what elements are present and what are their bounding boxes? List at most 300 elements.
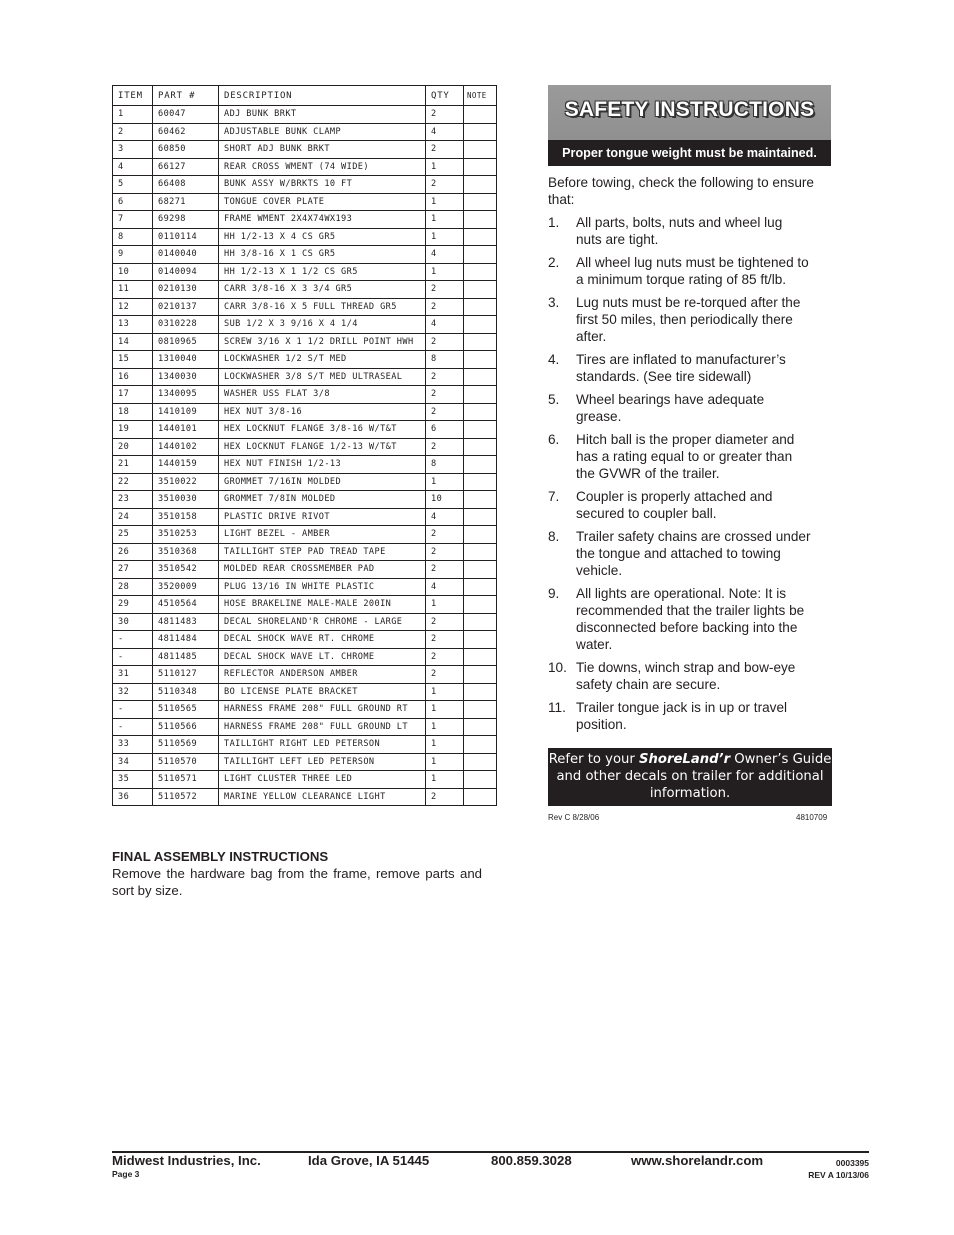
cell-description: HEX NUT 3/8-16 (219, 403, 426, 421)
safety-title: SAFETY INSTRUCTIONS (564, 98, 815, 121)
cell-qty: 4 (426, 123, 464, 141)
list-item (548, 214, 811, 248)
cell-item: 21 (113, 456, 153, 474)
table-row (113, 578, 497, 596)
cell-part: 3510022 (153, 473, 219, 491)
cell-item: 12 (113, 298, 153, 316)
cell-part: 5110571 (153, 771, 219, 789)
table-row (113, 368, 497, 386)
cell-description: HEX NUT FINISH 1/2-13 (219, 456, 426, 474)
cell-part: 3510158 (153, 508, 219, 526)
cell-qty: 6 (426, 421, 464, 439)
cell-description: HOSE BRAKELINE MALE-MALE 200IN (219, 596, 426, 614)
cell-note (464, 141, 497, 159)
cell-qty: 2 (426, 613, 464, 631)
cell-part: 60462 (153, 123, 219, 141)
cell-description: FRAME WMENT 2X4X74WX193 (219, 211, 426, 229)
cell-qty: 10 (426, 491, 464, 509)
cell-item: 22 (113, 473, 153, 491)
cell-note (464, 456, 497, 474)
cell-description: GROMMET 7/8IN MOLDED (219, 491, 426, 509)
cell-part: 66127 (153, 158, 219, 176)
cell-part: 66408 (153, 176, 219, 194)
cell-item: 23 (113, 491, 153, 509)
cell-part: 60047 (153, 106, 219, 124)
cell-qty: 2 (426, 403, 464, 421)
cell-item: 31 (113, 666, 153, 684)
cell-description: HARNESS FRAME 208" FULL GROUND LT (219, 718, 426, 736)
list-item-number: 8. (548, 529, 560, 544)
cell-qty: 4 (426, 246, 464, 264)
cell-note (464, 473, 497, 491)
cell-item: 18 (113, 403, 153, 421)
cell-qty: 2 (426, 543, 464, 561)
list-item-text: Trailer safety chains are crossed under the tongue and attached to towing vehicle. (576, 529, 811, 578)
cell-note (464, 666, 497, 684)
cell-note (464, 526, 497, 544)
footer-revision: REV A 10/13/06 (808, 1170, 869, 1180)
cell-item: - (113, 648, 153, 666)
cell-note (464, 613, 497, 631)
cell-description: BO LICENSE PLATE BRACKET (219, 683, 426, 701)
cell-item: 36 (113, 788, 153, 806)
footer-page-number: Page 3 (112, 1169, 140, 1179)
cell-item: 7 (113, 211, 153, 229)
cell-qty: 4 (426, 578, 464, 596)
cell-item: 24 (113, 508, 153, 526)
footer-website: www.shorelandr.com (631, 1153, 764, 1168)
cell-note (464, 736, 497, 754)
cell-qty: 2 (426, 666, 464, 684)
cell-description: MOLDED REAR CROSSMEMBER PAD (219, 561, 426, 579)
cell-qty: 2 (426, 648, 464, 666)
refer-text-before: Refer to your (548, 752, 640, 767)
list-item (548, 699, 811, 733)
cell-item: 14 (113, 333, 153, 351)
cell-part: 1340095 (153, 386, 219, 404)
cell-description: DECAL SHOCK WAVE RT. CHROME (219, 631, 426, 649)
cell-note (464, 683, 497, 701)
cell-part: 1340030 (153, 368, 219, 386)
cell-qty: 4 (426, 508, 464, 526)
cell-note (464, 106, 497, 124)
cell-item: 2 (113, 123, 153, 141)
table-row (113, 771, 497, 789)
list-item-text: Hitch ball is the proper diameter and has a rating equal to or greater than the GVWR of the trailer. (576, 432, 795, 481)
cell-item: 3 (113, 141, 153, 159)
cell-part: 0140094 (153, 263, 219, 281)
cell-part: 5110566 (153, 718, 219, 736)
cell-qty: 2 (426, 298, 464, 316)
safety-revision: Rev C 8/28/06 (548, 813, 600, 822)
cell-note (464, 771, 497, 789)
cell-description: HH 1/2-13 X 4 CS GR5 (219, 228, 426, 246)
cell-item: 26 (113, 543, 153, 561)
cell-note (464, 438, 497, 456)
list-item-text: Tie downs, winch strap and bow-eye safety chain are secure. (576, 660, 796, 692)
list-item (548, 294, 811, 345)
list-item-text: All wheel lug nuts must be tightened to a minimum torque rating of 85 ft/lb. (576, 255, 809, 287)
cell-description: LOCKWASHER 3/8 S/T MED ULTRASEAL (219, 368, 426, 386)
cell-description: PLUG 13/16 IN WHITE PLASTIC (219, 578, 426, 596)
cell-item: 1 (113, 106, 153, 124)
cell-qty: 1 (426, 211, 464, 229)
table-row (113, 473, 497, 491)
table-row (113, 543, 497, 561)
list-item (548, 659, 811, 693)
safety-checklist (548, 214, 831, 733)
cell-description: ADJUSTABLE BUNK CLAMP (219, 123, 426, 141)
table-row (113, 718, 497, 736)
cell-item: 20 (113, 438, 153, 456)
cell-description: HEX LOCKNUT FLANGE 1/2-13 W/T&T (219, 438, 426, 456)
cell-item: 6 (113, 193, 153, 211)
table-row (113, 491, 497, 509)
cell-item: 30 (113, 613, 153, 631)
header-note: NOTE (464, 86, 497, 106)
cell-part: 0110114 (153, 228, 219, 246)
table-row (113, 736, 497, 754)
cell-item: 35 (113, 771, 153, 789)
parts-table-header (113, 86, 497, 106)
cell-qty: 1 (426, 683, 464, 701)
cell-description: LIGHT CLUSTER THREE LED (219, 771, 426, 789)
cell-note (464, 403, 497, 421)
list-item-text: Trailer tongue jack is in up or travel position. (576, 700, 788, 732)
cell-description: PLASTIC DRIVE RIVOT (219, 508, 426, 526)
table-row (113, 246, 497, 264)
cell-qty: 2 (426, 526, 464, 544)
table-row (113, 298, 497, 316)
table-row (113, 456, 497, 474)
cell-part: 5110348 (153, 683, 219, 701)
cell-note (464, 491, 497, 509)
cell-description: TONGUE COVER PLATE (219, 193, 426, 211)
table-row (113, 386, 497, 404)
table-row (113, 666, 497, 684)
safety-subtitle: Proper tongue weight must be maintained. (548, 140, 831, 166)
cell-item: 33 (113, 736, 153, 754)
cell-part: 0310228 (153, 316, 219, 334)
cell-part: 3510368 (153, 543, 219, 561)
cell-part: 3510542 (153, 561, 219, 579)
cell-qty: 1 (426, 228, 464, 246)
safety-header (548, 85, 831, 166)
safety-intro: Before towing, check the following to ensure that: (548, 175, 814, 207)
cell-part: 1440101 (153, 421, 219, 439)
cell-item: 9 (113, 246, 153, 264)
table-row (113, 701, 497, 719)
cell-note (464, 351, 497, 369)
cell-qty: 4 (426, 316, 464, 334)
cell-note (464, 263, 497, 281)
cell-qty: 2 (426, 631, 464, 649)
table-row (113, 333, 497, 351)
cell-note (464, 246, 497, 264)
cell-description: LOCKWASHER 1/2 S/T MED (219, 351, 426, 369)
cell-qty: 1 (426, 718, 464, 736)
footer-doc-number: 0003395 (835, 1158, 869, 1168)
cell-item: 32 (113, 683, 153, 701)
header-item: ITEM (113, 86, 153, 106)
cell-note (464, 368, 497, 386)
cell-note (464, 123, 497, 141)
footer-company: Midwest Industries, Inc. (112, 1153, 261, 1168)
cell-note (464, 333, 497, 351)
cell-note (464, 158, 497, 176)
cell-note (464, 648, 497, 666)
table-row (113, 403, 497, 421)
cell-part: 1410109 (153, 403, 219, 421)
table-row (113, 123, 497, 141)
cell-qty: 2 (426, 386, 464, 404)
cell-note (464, 193, 497, 211)
table-row (113, 421, 497, 439)
cell-note (464, 718, 497, 736)
cell-description: LIGHT BEZEL - AMBER (219, 526, 426, 544)
list-item (548, 391, 811, 425)
table-row (113, 281, 497, 299)
cell-description: GROMMET 7/16IN MOLDED (219, 473, 426, 491)
cell-description: CARR 3/8-16 X 5 FULL THREAD GR5 (219, 298, 426, 316)
cell-part: 4811483 (153, 613, 219, 631)
cell-item: - (113, 701, 153, 719)
cell-qty: 8 (426, 456, 464, 474)
cell-qty: 2 (426, 438, 464, 456)
cell-qty: 8 (426, 351, 464, 369)
cell-note (464, 316, 497, 334)
list-item (548, 488, 811, 522)
cell-part: 1440159 (153, 456, 219, 474)
cell-qty: 2 (426, 788, 464, 806)
list-item-number: 5. (548, 392, 560, 407)
cell-qty: 2 (426, 333, 464, 351)
table-row (113, 141, 497, 159)
cell-item: 4 (113, 158, 153, 176)
cell-part: 3510030 (153, 491, 219, 509)
safety-part-number: 4810709 (796, 813, 828, 822)
table-row (113, 316, 497, 334)
cell-qty: 1 (426, 596, 464, 614)
cell-note (464, 631, 497, 649)
list-item-number: 6. (548, 432, 560, 447)
cell-note (464, 298, 497, 316)
list-item (548, 431, 811, 482)
refer-text-after: Owner’s Guide and other decals on trailer for additional information. (556, 752, 832, 801)
cell-qty: 2 (426, 281, 464, 299)
cell-qty: 1 (426, 158, 464, 176)
cell-item: 27 (113, 561, 153, 579)
cell-part: 3510253 (153, 526, 219, 544)
table-row (113, 561, 497, 579)
list-item-text: Lug nuts must be re-torqued after the first 50 miles, then periodically there after. (576, 295, 801, 344)
cell-item: 8 (113, 228, 153, 246)
cell-description: DECAL SHOCK WAVE LT. CHROME (219, 648, 426, 666)
cell-qty: 2 (426, 176, 464, 194)
list-item (548, 585, 811, 653)
cell-qty: 1 (426, 701, 464, 719)
cell-qty: 2 (426, 561, 464, 579)
table-row (113, 648, 497, 666)
cell-item: 11 (113, 281, 153, 299)
table-row (113, 263, 497, 281)
cell-item: 13 (113, 316, 153, 334)
table-row (113, 176, 497, 194)
cell-note (464, 543, 497, 561)
list-item-number: 11. (548, 700, 566, 715)
table-row (113, 438, 497, 456)
list-item-text: Tires are inflated to manufacturer’s standards. (See tire sidewall) (576, 352, 786, 384)
cell-part: 69298 (153, 211, 219, 229)
cell-item: 15 (113, 351, 153, 369)
cell-part: 5110569 (153, 736, 219, 754)
cell-description: HEX LOCKNUT FLANGE 3/8-16 W/T&T (219, 421, 426, 439)
cell-description: CARR 3/8-16 X 3 3/4 GR5 (219, 281, 426, 299)
list-item-number: 1. (548, 215, 560, 230)
cell-part: 4811484 (153, 631, 219, 649)
list-item-number: 2. (548, 255, 560, 270)
footer-phone: 800.859.3028 (491, 1153, 572, 1168)
cell-part: 5110565 (153, 701, 219, 719)
cell-part: 0210130 (153, 281, 219, 299)
cell-item: - (113, 718, 153, 736)
cell-part: 0810965 (153, 333, 219, 351)
cell-description: DECAL SHORELAND'R CHROME - LARGE (219, 613, 426, 631)
cell-description: SHORT ADJ BUNK BRKT (219, 141, 426, 159)
safety-body (548, 174, 831, 739)
table-row (113, 613, 497, 631)
cell-qty: 1 (426, 753, 464, 771)
cell-note (464, 281, 497, 299)
cell-description: HH 1/2-13 X 1 1/2 CS GR5 (219, 263, 426, 281)
table-row (113, 508, 497, 526)
cell-description: MARINE YELLOW CLEARANCE LIGHT (219, 788, 426, 806)
cell-note (464, 228, 497, 246)
table-row (113, 106, 497, 124)
parts-table (112, 85, 497, 806)
cell-description: BUNK ASSY W/BRKTS 10 FT (219, 176, 426, 194)
cell-qty: 1 (426, 473, 464, 491)
list-item-number: 9. (548, 586, 560, 601)
cell-qty: 2 (426, 368, 464, 386)
cell-description: REFLECTOR ANDERSON AMBER (219, 666, 426, 684)
cell-description: WASHER USS FLAT 3/8 (219, 386, 426, 404)
cell-part: 0210137 (153, 298, 219, 316)
cell-part: 60850 (153, 141, 219, 159)
header-part: PART # (153, 86, 219, 106)
list-item-number: 3. (548, 295, 560, 310)
header-qty: QTY (426, 86, 464, 106)
cell-item: 10 (113, 263, 153, 281)
final-assembly-heading: FINAL ASSEMBLY INSTRUCTIONS (112, 849, 329, 864)
cell-item: 34 (113, 753, 153, 771)
list-item-number: 7. (548, 489, 560, 504)
table-row (113, 788, 497, 806)
cell-part: 5110127 (153, 666, 219, 684)
cell-item: 17 (113, 386, 153, 404)
cell-note (464, 788, 497, 806)
cell-item: 16 (113, 368, 153, 386)
cell-note (464, 561, 497, 579)
cell-item: 25 (113, 526, 153, 544)
cell-part: 0140040 (153, 246, 219, 264)
cell-part: 1310040 (153, 351, 219, 369)
cell-item: 19 (113, 421, 153, 439)
cell-description: REAR CROSS WMENT (74 WIDE) (219, 158, 426, 176)
cell-qty: 2 (426, 141, 464, 159)
table-row (113, 193, 497, 211)
cell-qty: 1 (426, 263, 464, 281)
cell-note (464, 578, 497, 596)
list-item-number: 4. (548, 352, 560, 367)
cell-note (464, 211, 497, 229)
table-row (113, 753, 497, 771)
table-row (113, 158, 497, 176)
cell-part: 1440102 (153, 438, 219, 456)
table-row (113, 596, 497, 614)
cell-qty: 1 (426, 736, 464, 754)
cell-description: SCREW 3/16 X 1 1/2 DRILL POINT HWH (219, 333, 426, 351)
cell-description: HARNESS FRAME 208" FULL GROUND RT (219, 701, 426, 719)
cell-description: TAILLIGHT STEP PAD TREAD TAPE (219, 543, 426, 561)
cell-note (464, 701, 497, 719)
list-item (548, 351, 811, 385)
cell-part: 5110572 (153, 788, 219, 806)
cell-description: HH 3/8-16 X 1 CS GR5 (219, 246, 426, 264)
table-row (113, 211, 497, 229)
parts-table-body (113, 106, 497, 806)
cell-item: 28 (113, 578, 153, 596)
table-row (113, 631, 497, 649)
footer-city: Ida Grove, IA 51445 (308, 1153, 430, 1168)
cell-note (464, 753, 497, 771)
cell-qty: 2 (426, 106, 464, 124)
cell-description: TAILLIGHT LEFT LED PETERSON (219, 753, 426, 771)
list-item-text: Wheel bearings have adequate grease. (576, 392, 765, 424)
list-item-number: 10. (548, 660, 567, 675)
cell-item: 29 (113, 596, 153, 614)
cell-note (464, 386, 497, 404)
list-item-text: All parts, bolts, nuts and wheel lug nuts are tight. (576, 215, 783, 247)
cell-description: TAILLIGHT RIGHT LED PETERSON (219, 736, 426, 754)
table-row (113, 526, 497, 544)
refer-box (548, 748, 832, 806)
cell-note (464, 176, 497, 194)
cell-description: ADJ BUNK BRKT (219, 106, 426, 124)
cell-part: 5110570 (153, 753, 219, 771)
table-row (113, 228, 497, 246)
cell-description: SUB 1/2 X 3 9/16 X 4 1/4 (219, 316, 426, 334)
cell-part: 3520009 (153, 578, 219, 596)
final-assembly-text: Remove the hardware bag from the frame, remove parts and sort by size. (112, 866, 482, 898)
list-item-text: All lights are operational. Note: It is recommended that the trailer lights be disconnected before backing into the water. (576, 586, 805, 652)
cell-item: - (113, 631, 153, 649)
table-row (113, 351, 497, 369)
cell-part: 4811485 (153, 648, 219, 666)
list-item (548, 254, 811, 288)
cell-qty: 1 (426, 193, 464, 211)
list-item-text: Coupler is properly attached and secured to coupler ball. (576, 489, 773, 521)
header-description: DESCRIPTION (219, 86, 426, 106)
cell-qty: 1 (426, 771, 464, 789)
cell-note (464, 596, 497, 614)
final-assembly-section (112, 848, 482, 899)
list-item (548, 528, 811, 579)
cell-part: 68271 (153, 193, 219, 211)
cell-note (464, 508, 497, 526)
cell-note (464, 421, 497, 439)
cell-part: 4510564 (153, 596, 219, 614)
